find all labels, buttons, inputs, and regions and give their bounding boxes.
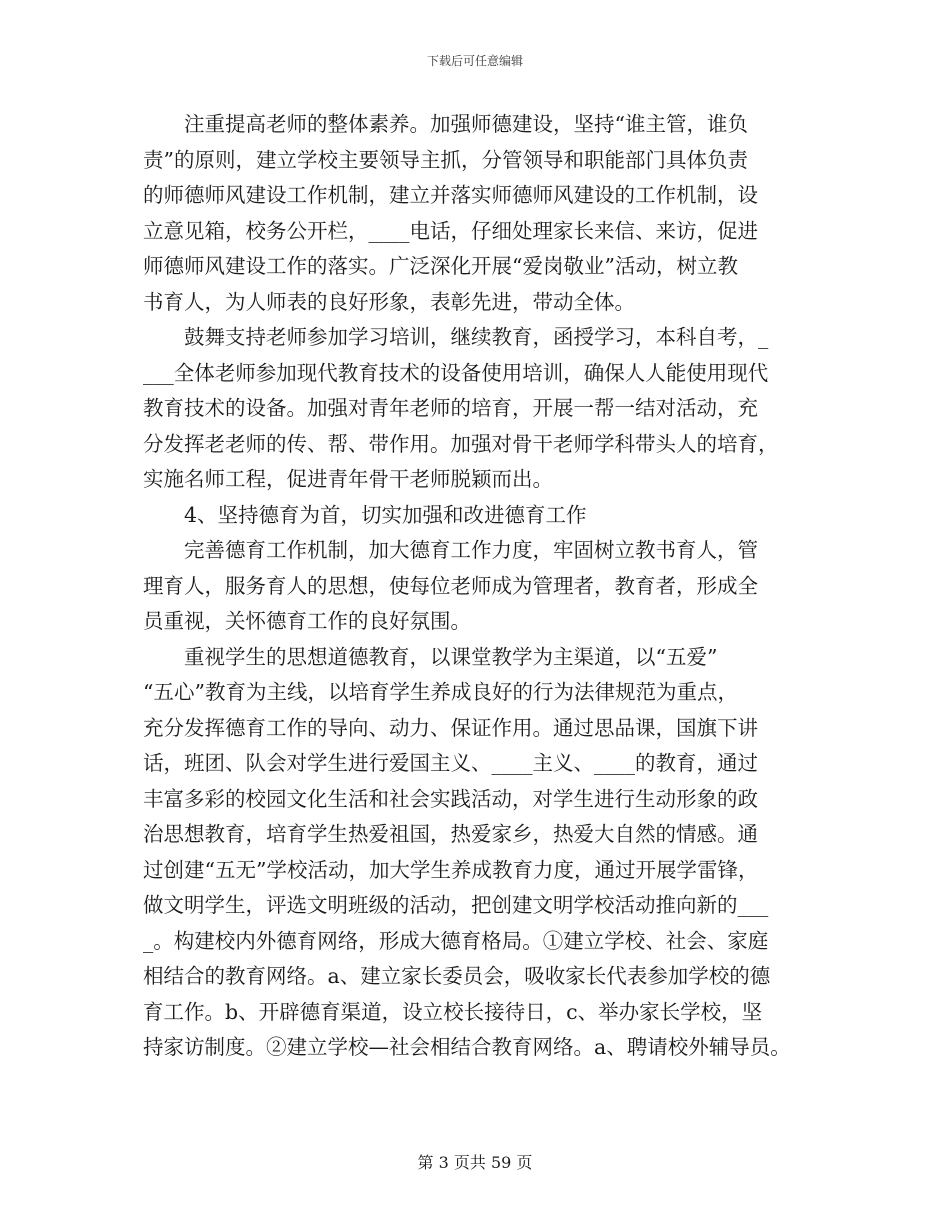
- text-line: 充分发挥德育工作的导向、动力、保证作用。通过思品课，国旗下讲: [143, 715, 758, 740]
- text-line: 治思想教育，培育学生热爱祖国，热爱家乡，热爱大自然的情感。通: [143, 822, 758, 846]
- page-header: 下载后可任意编辑: [426, 54, 523, 68]
- document-body: [143, 107, 823, 1066]
- text-line: 做文明学生，评选文明班级的活动，把创建文明学校活动推向新的___: [143, 893, 769, 917]
- text-line: 员重视，关怀德育工作的良好氛围。: [143, 609, 471, 633]
- text-line: 书育人，为人师表的良好形象，表彰先进，带动全体。: [143, 289, 635, 314]
- text-line: 注重提高老师的整体素养。加强师德建设，坚持“谁主管，谁负: [143, 112, 748, 136]
- text-line: 鼓舞支持老师参加学习培训，继续教育，函授学习，本科自考，_: [143, 325, 769, 349]
- text-line: 教育技术的设备。加强对青年老师的培育，开展一帮一结对活动，充: [143, 396, 758, 420]
- page-number: 第 3 页共 59 页: [417, 1153, 533, 1172]
- text-line: 立意见箱，校务公开栏，____电话，仔细处理家长来信、来访，促进: [143, 218, 758, 243]
- text-line: 丰富多彩的校园文化生活和社会实践活动，对学生进行生动形象的政: [143, 786, 758, 811]
- text-line: 实施名师工程，促进青年骨干老师脱颖而出。: [143, 467, 553, 491]
- text-line: 完善德育工作机制，加大德育工作力度，牢固树立教书育人，管: [143, 538, 758, 562]
- text-line: 重视学生的思想道德教育，以课堂教学为主渠道，以“五爱”: [143, 644, 718, 669]
- text-line: 话，班团、队会对学生进行爱国主义、____主义、____的教育，通过: [143, 751, 758, 775]
- text-line: “五心”教育为主线，以培育学生养成良好的行为法律规范为重点，: [143, 680, 738, 704]
- text-line: ___全体老师参加现代教育技术的设备使用培训，确保人人能使用现代: [143, 360, 769, 385]
- text-line: 持家访制度。②建立学校—社会相结合教育网络。a、聘请校外辅导员。: [143, 1035, 791, 1059]
- text-line: 过创建“五无”学校活动，加大学生养成教育力度，通过开展学雷锋，: [143, 857, 759, 882]
- text-line: 育工作。b、开辟德育渠道，设立校长接待日，c、举办家长学校，坚: [143, 999, 763, 1024]
- text-line: 分发挥老老师的传、帮、带作用。加强对骨干老师学科带头人的培育，: [143, 431, 779, 456]
- text-line: _。构建校内外德育网络，形成大德育格局。①建立学校、社会、家庭: [143, 928, 769, 953]
- text-line: 责”的原则，建立学校主要领导主抓，分管领导和职能部门具体负责: [143, 147, 748, 172]
- text-line: 相结合的教育网络。a、建立家长委员会，吸收家长代表参加学校的德: [143, 964, 771, 988]
- section-heading: 4、坚持德育为首，切实加强和改进德育工作: [143, 502, 587, 527]
- text-line: 的师德师风建设工作机制，建立并落实师德师风建设的工作机制，设: [143, 183, 758, 207]
- text-line: 师德师风建设工作的落实。广泛深化开展“爱岗敬业”活动，树立教: [143, 254, 738, 278]
- text-line: 理育人，服务育人的思想，使每位老师成为管理者，教育者，形成全: [143, 573, 758, 598]
